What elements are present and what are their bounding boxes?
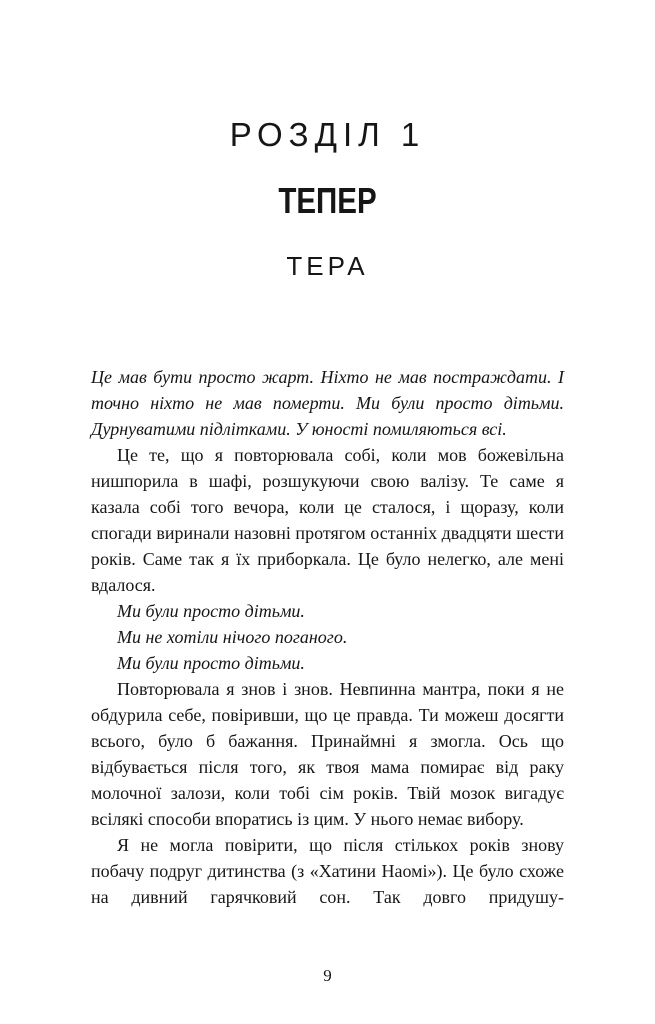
chapter-heading: РОЗДІЛ 1 [229,116,426,153]
time-marker-heading: ТЕПЕР [278,180,377,221]
page-body-text [91,364,564,910]
paragraph: Ми не хотіли нічого поганого. [117,627,348,647]
paragraph: Ми були просто дітьми. [117,601,305,621]
paragraph: Ми були просто дітьми. [117,653,305,673]
narrator-heading: ТЕРА [286,251,369,281]
paragraph: Я не могла повірити, що після стількох років знову побачу подруг дитинства (з «Хатини Наомі»). Це було схоже на дивний гарячковий сон. Так довго придушу- [91,835,564,907]
paragraph: Це мав бути просто жарт. Ніхто не мав постраждати. І точно ніхто не мав померти. Ми були просто дітьми. Дурнуватими підлітками. У юності помиляються всі. [91,367,564,439]
paragraph: Це те, що я повторювала собі, коли мов божевільна нишпорила в шафі, розшукуючи свою валізу. Те саме я казала собі того вечора, коли це сталося, і щоразу, коли спогади виринали назовні протягом останніх двадцяти шести років. Саме так я їх приборкала. Це було нелегко, але мені вдалося. [91,445,564,595]
paragraph: Повторювала я знов і знов. Невпинна мантра, поки я не обдурила себе, повіривши, що це правда. Ти можеш досягти всього, було б бажання. Принаймні я змогла. Ось що відбувається після того, як твоя мама помирає від раку молочної залози, коли тобі сім років. Твій мозок вигадує всілякі способи впоратись із цим. У нього немає вибору. [91,679,564,829]
page-number: 9 [323,966,332,985]
